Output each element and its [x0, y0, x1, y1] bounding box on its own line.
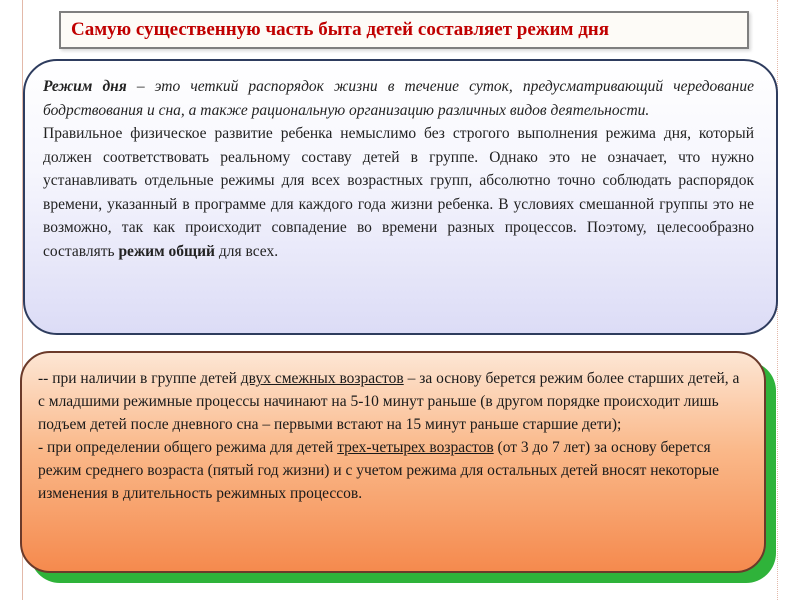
definition-box	[23, 59, 778, 335]
explanation-end: для всех.	[215, 242, 279, 260]
definition-text: – это четкий распорядок жизни в течение суток, предусматривающий чередование бодрствования и сна, а также рациональную организацию различных видов деятельности.	[43, 78, 754, 119]
condition-item-three-four-ages	[38, 436, 740, 505]
condition-item-three-four-ages-suffix: (от 3 до 7 лет) за основу берется режим среднего возраста (пятый год жизни) и с учетом режима для остальных детей вносят некоторые изменения в длительность режимных процессов.	[38, 439, 720, 502]
slide-title: Самую существенную часть быта детей составляет режим дня	[71, 19, 610, 40]
condition-item-three-four-ages-prefix: - при определении общего режима для детей	[38, 439, 338, 456]
explanation-bold-term: режим общий	[118, 242, 215, 260]
definition-term: Режим дня	[43, 78, 127, 95]
condition-item-two-ages	[38, 367, 740, 436]
condition-item-two-ages-prefix: -- при наличии в группе детей	[38, 370, 241, 387]
definition-paragraph	[43, 75, 754, 122]
explanation-paragraph	[43, 122, 754, 263]
conditions-box	[20, 351, 766, 573]
explanation-text: Правильное физическое развитие ребенка немыслимо без строгого выполнения режима дня, который должен соответствовать реальному составу детей в группе. Однако это не означает, что нужно устанавливать отдельные режимы для всех возрастных групп, абсолютно точно соблюдать распорядок времени, указанный в программе для каждого года жизни ребенка. В условиях смешанной группы это не возможно, так как происходит совпадение во времени разных процессов. Поэтому, целесообразно составлять	[43, 125, 754, 260]
title-box	[59, 11, 749, 49]
condition-item-three-four-ages-underlined: трех-четырех возрастов	[337, 439, 494, 456]
condition-item-two-ages-underlined: двух смежных возрастов	[240, 370, 404, 387]
condition-item-two-ages-suffix: – за основу берется режим более старших детей, а с младшими режимные процессы начинают на 5-10 минут раньше (в другом порядке происходит лишь подъем детей после дневного сна – первыми встают на 15 минут раньше старшие дети);	[38, 370, 740, 433]
